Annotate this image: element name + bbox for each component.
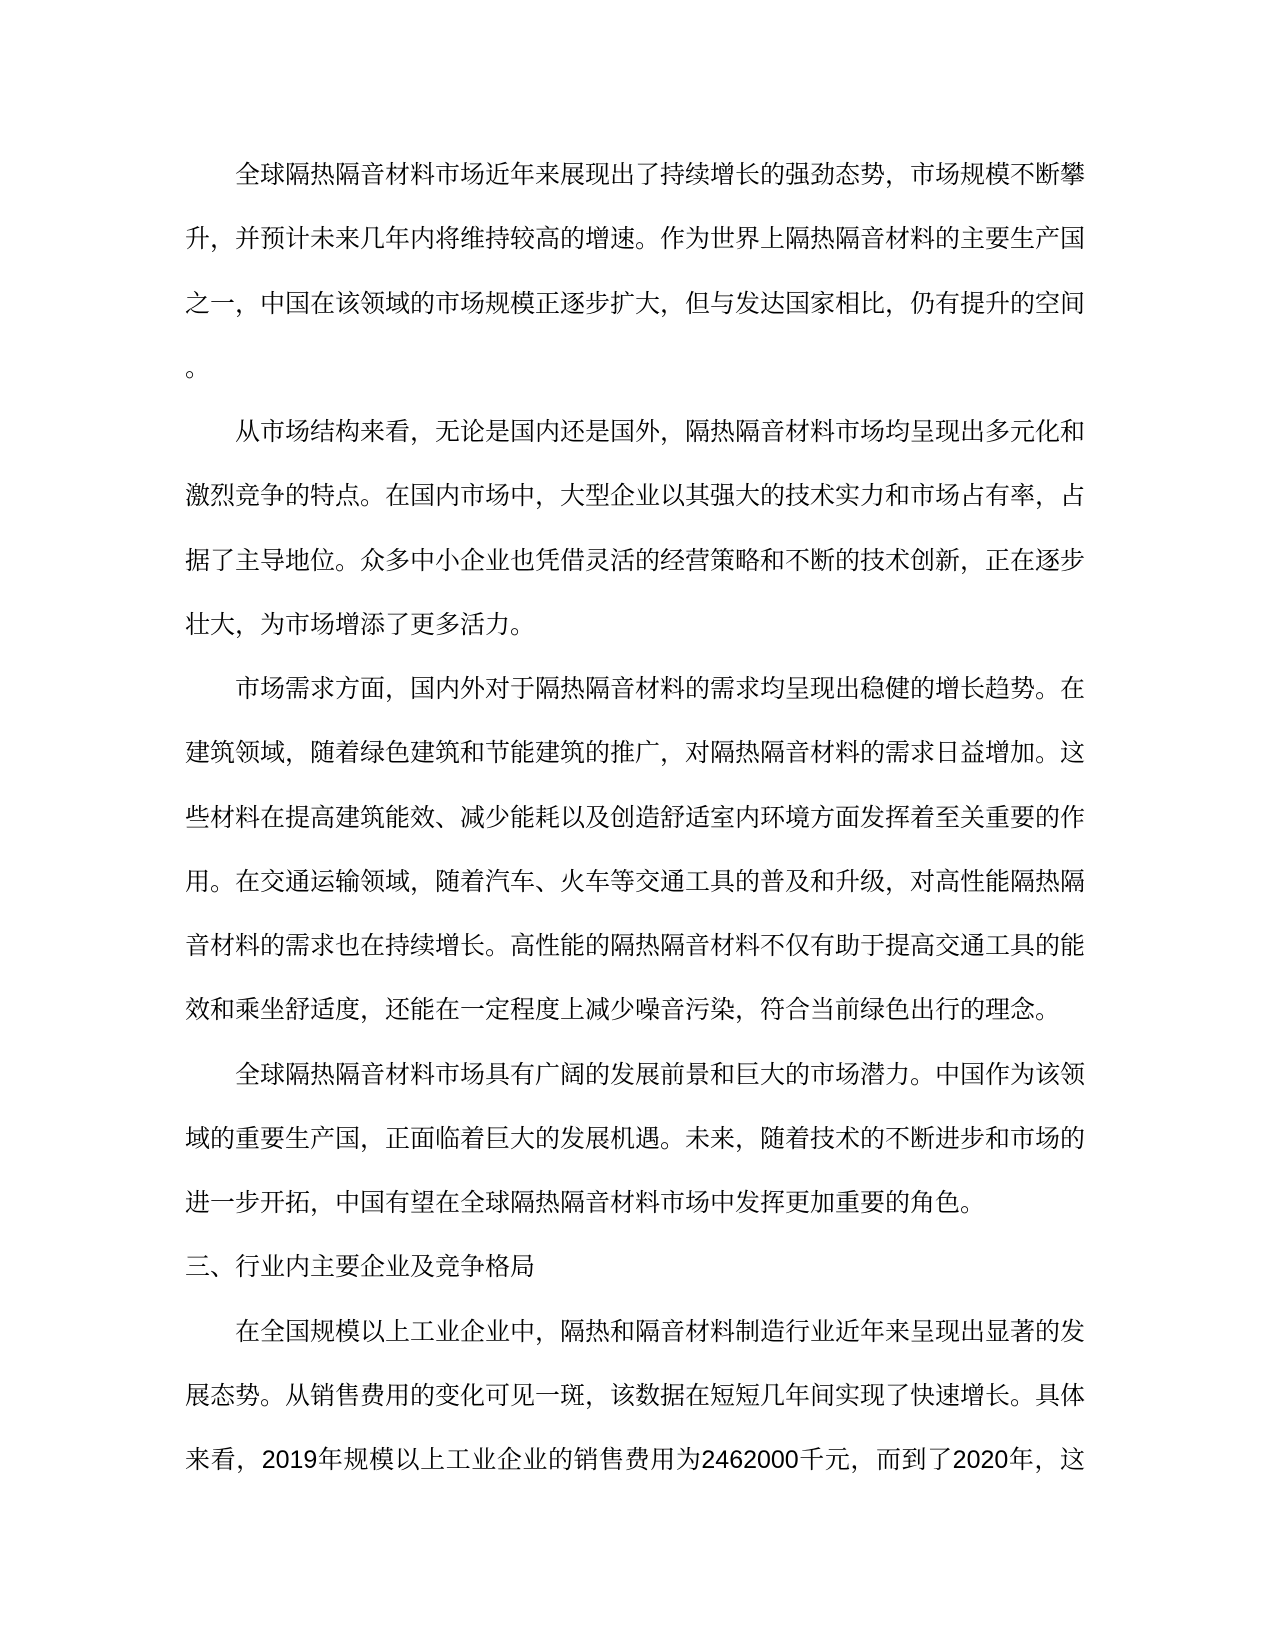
paragraph-line: 展态势。从销售费用的变化可见一斑，该数据在短短几年间实现了快速增长。具体 (185, 1381, 1085, 1410)
paragraph-line: 全球隔热隔音材料市场近年来展现出了持续增长的强劲态势，市场规模不断攀 (235, 161, 1085, 189)
paragraph-line: 全球隔热隔音材料市场具有广阔的发展前景和巨大的市场潜力。中国作为该领 (235, 1060, 1085, 1089)
section-heading: 三、行业内主要企业及竞争格局 (185, 1253, 536, 1282)
paragraph-line: 来看，2019年规模以上工业企业的销售费用为2462000千元，而到了2020年，这 (185, 1446, 1085, 1474)
paragraph-line: 效和乘坐舒适度，还能在一定程度上减少噪音污染，符合当前绿色出行的理念。 (185, 996, 1061, 1025)
paragraph-line: 升，并预计未来几年内将维持较高的增速。作为世界上隔热隔音材料的主要生产国 (185, 225, 1085, 254)
text-block (185, 143, 1085, 1492)
paragraph-line: 壮大，为市场增添了更多活力。 (185, 610, 536, 639)
paragraph-line: 进一步开拓，中国有望在全球隔热隔音材料市场中发挥更加重要的角色。 (185, 1189, 986, 1217)
paragraph-line: 在全国规模以上工业企业中，隔热和隔音材料制造行业近年来呈现出显著的发 (235, 1317, 1085, 1346)
paragraph-line: 音材料的需求也在持续增长。高性能的隔热隔音材料不仅有助于提高交通工具的能 (185, 932, 1085, 960)
paragraph-line: 用。在交通运输领域，随着汽车、火车等交通工具的普及和升级，对高性能隔热隔 (185, 867, 1085, 896)
paragraph-line: 些材料在提高建筑能效、减少能耗以及创造舒适室内环境方面发挥着至关重要的作 (185, 803, 1085, 832)
paragraph-line: 建筑领域，随着绿色建筑和节能建筑的推广，对隔热隔音材料的需求日益增加。这 (185, 739, 1085, 768)
paragraph-line: 之一，中国在该领域的市场规模正逐步扩大，但与发达国家相比，仍有提升的空间 (185, 289, 1085, 318)
paragraph-line: 据了主导地位。众多中小企业也凭借灵活的经营策略和不断的技术创新，正在逐步 (185, 546, 1085, 575)
paragraph-line: 市场需求方面，国内外对于隔热隔音材料的需求均呈现出稳健的增长趋势。在 (235, 675, 1085, 703)
paragraph-line: 从市场结构来看，无论是国内还是国外，隔热隔音材料市场均呈现出多元化和 (235, 418, 1085, 446)
paragraph-line: 域的重要生产国，正面临着巨大的发展机遇。未来，随着技术的不断进步和市场的 (185, 1124, 1085, 1153)
paragraph-line: 激烈竞争的特点。在国内市场中，大型企业以其强大的技术实力和市场占有率，占 (185, 482, 1085, 511)
paragraph-line: 。 (185, 353, 211, 382)
